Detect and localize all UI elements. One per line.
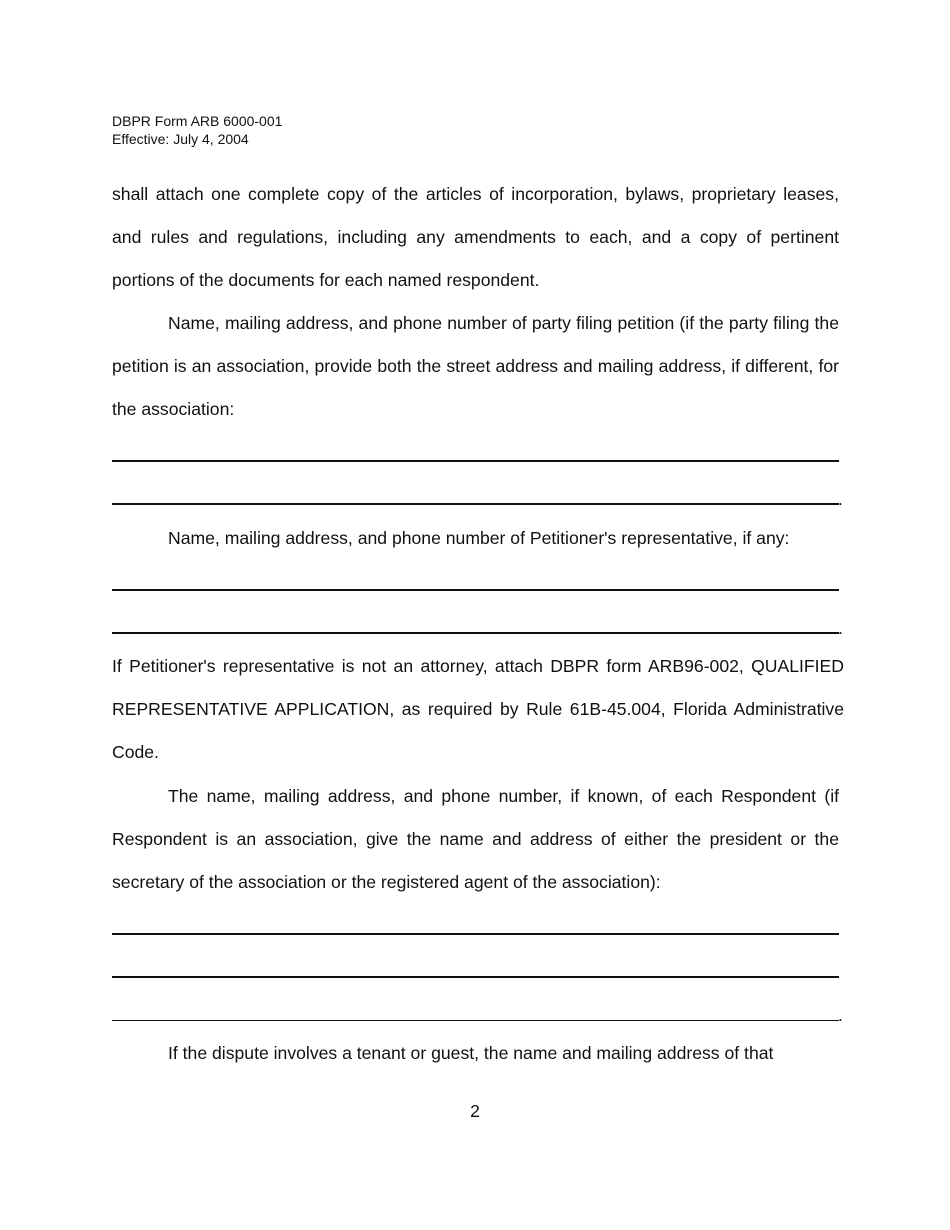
respondent-blank-line-2[interactable] [112, 976, 839, 978]
petitioner-blank-line-1[interactable] [112, 460, 839, 462]
representative-line-period: . [838, 618, 843, 638]
petitioner-info-paragraph: Name, mailing address, and phone number of party filing petition (if the party filing the petition is an association, provide both the street address and mailing address, if different, for the association: [112, 313, 839, 419]
petitioner-blank-line-2[interactable] [112, 503, 839, 505]
respondent-blank-line-3[interactable] [112, 1020, 839, 1021]
respondent-blank-line-1[interactable] [112, 933, 839, 935]
respondent-line-period: . [838, 1005, 843, 1025]
representative-blank-line-2[interactable] [112, 632, 839, 634]
form-id: DBPR Form ARB 6000-001 [112, 113, 283, 129]
representative-blank-line-1[interactable] [112, 589, 839, 591]
respondent-info-paragraph: The name, mailing address, and phone number, if known, of each Respondent (if Respondent is an association, give the name and address of either the president or the secretary of the association or the registered agent of the association): [112, 786, 839, 892]
effective-date: Effective: July 4, 2004 [112, 131, 249, 147]
form-header [112, 112, 282, 148]
petitioner-line-period: . [838, 489, 843, 509]
tenant-info-paragraph: If the dispute involves a tenant or guest, the name and mailing address of that [168, 1043, 774, 1063]
page-number: 2 [470, 1101, 480, 1121]
representative-info-paragraph: Name, mailing address, and phone number of Petitioner's representative, if any: [168, 528, 790, 548]
non-attorney-paragraph: If Petitioner's representative is not an attorney, attach DBPR form ARB96-002, QUALIFIED REPRESENTATIVE APPLICATION, as required by Rule 61B-45.004, Florida Administrative Code. [112, 656, 844, 762]
attachments-paragraph: shall attach one complete copy of the articles of incorporation, bylaws, proprietary leases, and rules and regulations, including any amendments to each, and a copy of pertinent portions of the documents for each named respondent. [112, 184, 839, 290]
